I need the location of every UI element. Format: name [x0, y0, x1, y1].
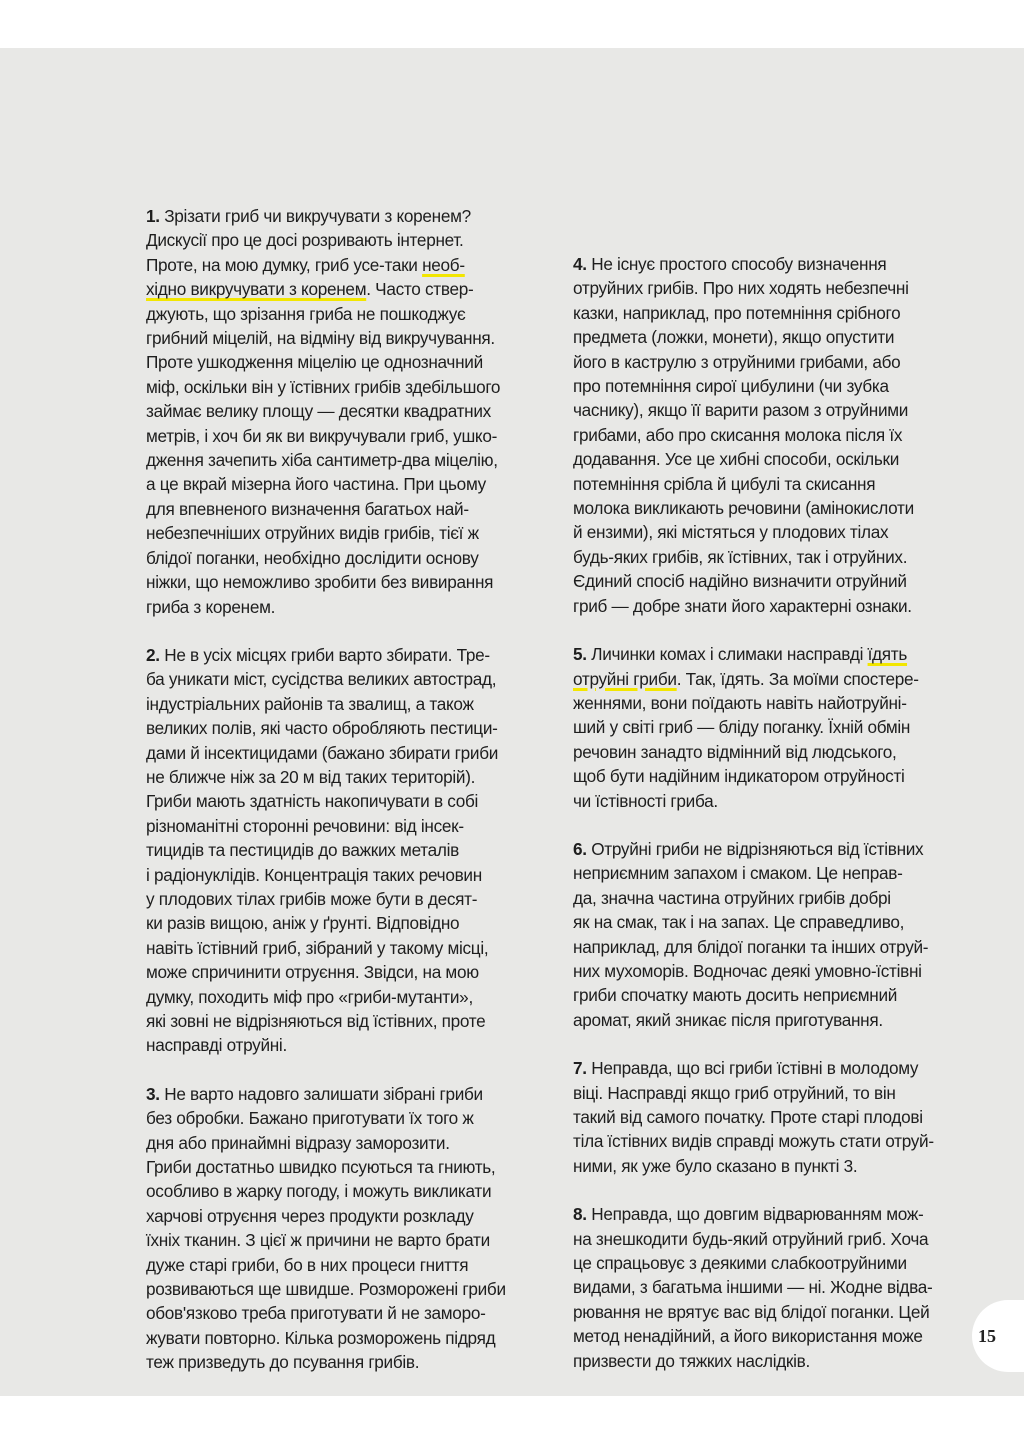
paragraph-number: 7.: [573, 1058, 587, 1079]
paragraph-1: [146, 204, 531, 619]
paragraph-number: 5.: [573, 644, 587, 665]
paragraph-text: Отруйні гриби не відрізняються від їстівних неприємним запахом і смаком. Це неправ- да, значна частина отруйних грибів добрі як на смак, так і на запах. Це справедливо, наприклад, для блідої поганки та інших отруй- них мухоморів. Водночас деякі умовно-їстівні гриби спочатку мають досить неприємний аромат, який зникає після приготування.: [573, 838, 929, 1030]
right-column: [573, 252, 958, 1396]
paragraph-6: [573, 837, 958, 1032]
paragraph-text: Не в усіх місцях гриби варто збирати. Тре- ба уникати міст, сусідства великих автострад, індустріальних районів та звалищ, а також великих полів, які часто обробляють пестици- дами й інсектицидами (бажано збирати гриби не ближче ніж за 20 м від таких територій). Гриби мають здатність накопичувати в собі різноманітні сторонні речовини: від інсек- тицидів та пестицидів до важких металів і радіонуклідів. Концентрація таких речовин у плодових тілах грибів може бути в десят- ки разів вищою, аніж у ґрунті. Відповідно навіть їстівний гриб, зібраний у такому місці, може спричинити отруєння. Звідси, на мою думку, походить міф про «гриби-мутанти», які зовні не відрізняються від їстівних, проте насправді отруйні.: [146, 644, 499, 1056]
highlighted-text: необ- хідно викручувати з коренем: [146, 254, 465, 300]
paragraph-text: Не варто надовго залишати зібрані гриби без обробки. Бажано приготувати їх того ж дня або принаймні відразу заморозити. Гриби достатньо швидко псуються та гниють, особливо в жарку погоду, і можуть викликати харчові отруєння через продукти розкладу їхніх тканин. З цієї ж причини не варто брати дуже старі гриби, бо в них процеси гниття розвиваються ще швидше. Розморожені гриби обов'язково треба приготувати й не заморо- жувати повторно. Кілька розморожень підряд теж призведуть до псування грибів.: [146, 1083, 506, 1373]
paragraph-number: 1.: [146, 206, 160, 226]
page-number: 15: [978, 1326, 996, 1346]
paragraph-3: [146, 1082, 531, 1375]
paragraph-5: [573, 642, 958, 813]
paragraph-number: 3.: [146, 1083, 160, 1104]
paragraph-text: Не існує простого способу визначення отруйних грибів. Про них ходять небезпечні казки, наприклад, про потемніння срібного предмета (ложки, монети), якщо опустити його в каструлю з отруйними грибами, або про потемніння сирої цибулини (чи зубка часнику), якщо її варити разом з отруйними грибами, або про скисання молока після їх додавання. Усе це хибні способи, оскільки потемніння срібла й цибулі та скисання молока викликають речовини (амінокислоти й ензими), які містяться у плодових тілах будь-яких грибів, як їстівних, так і отруйних. Єдиний спосіб надійно визначити отруйний гриб — добре знати його характерні ознаки.: [573, 254, 914, 616]
paragraph-7: [573, 1056, 958, 1178]
paragraph-number: 2.: [146, 644, 160, 665]
paragraph-text: Неправда, що довгим відварюванням мож- на знешкодити будь-який отруйний гриб. Хоча це спрацьовує з деякими слабкоотруйними видами, з багатьма іншими — ні. Жодне відва- рювання не врятує вас від блідої поганки. Цей метод ненадійний, а його використання може призвести до тяжких наслідків.: [573, 1204, 933, 1371]
book-page: [0, 48, 1024, 1396]
paragraph-text: Личинки комах і слимаки насправді: [586, 644, 868, 665]
paragraph-2: [146, 643, 531, 1058]
paragraph-text: Неправда, що всі гриби їстівні в молодому віці. Насправді якщо гриб отруйний, то він такий від самого початку. Проте старі плодові тіла їстівних видів справді можуть стати отруй- ними, як уже було сказано в пункті 3.: [573, 1058, 934, 1176]
paragraph-number: 4.: [573, 254, 587, 274]
paragraph-text: Зрізати гриб чи викручувати з коренем? Дискусії про це досі розривають інтернет. Проте, на мою думку, гриб усе-таки: [146, 206, 471, 275]
left-column: [146, 204, 531, 1396]
paragraph-text: . Так, їдять. За моїми спостере- женнями, вони поїдають навіть найотруйні- ший у світі гриб — бліду поганку. Їхній обмін речовин занадто відмінний від людського, щоб бути надійним індикатором отруйності чи їстівності гриба.: [573, 668, 919, 811]
highlighted-text: їдять отруйні гриби: [573, 644, 908, 689]
paragraph-4: [573, 252, 958, 618]
paragraph-number: 8.: [573, 1204, 587, 1225]
paragraph-number: 6.: [573, 838, 587, 859]
paragraph-8: [573, 1202, 958, 1373]
paragraph-text: . Часто ствер- джують, що зрізання гриба не пошкоджує грибний міцелій, на відміну від викручування. Проте ушкодження міцелію це однозначний міф, оскільки він у їстівних грибів здебільшого займає велику площу — десятки квадратних метрів, і хоч би як ви викручували гриб, ушко- дження зачепить хіба сантиметр-два міцелію, а це вкрай мізерна його частина. При цьому для впевненого визначення багатьох най- небезпечніших отруйних видів грибів, тієї ж блідої поганки, необхідно дослідити основу ніжки, що неможливо зробити без вивирання гриба з коренем.: [146, 279, 501, 617]
